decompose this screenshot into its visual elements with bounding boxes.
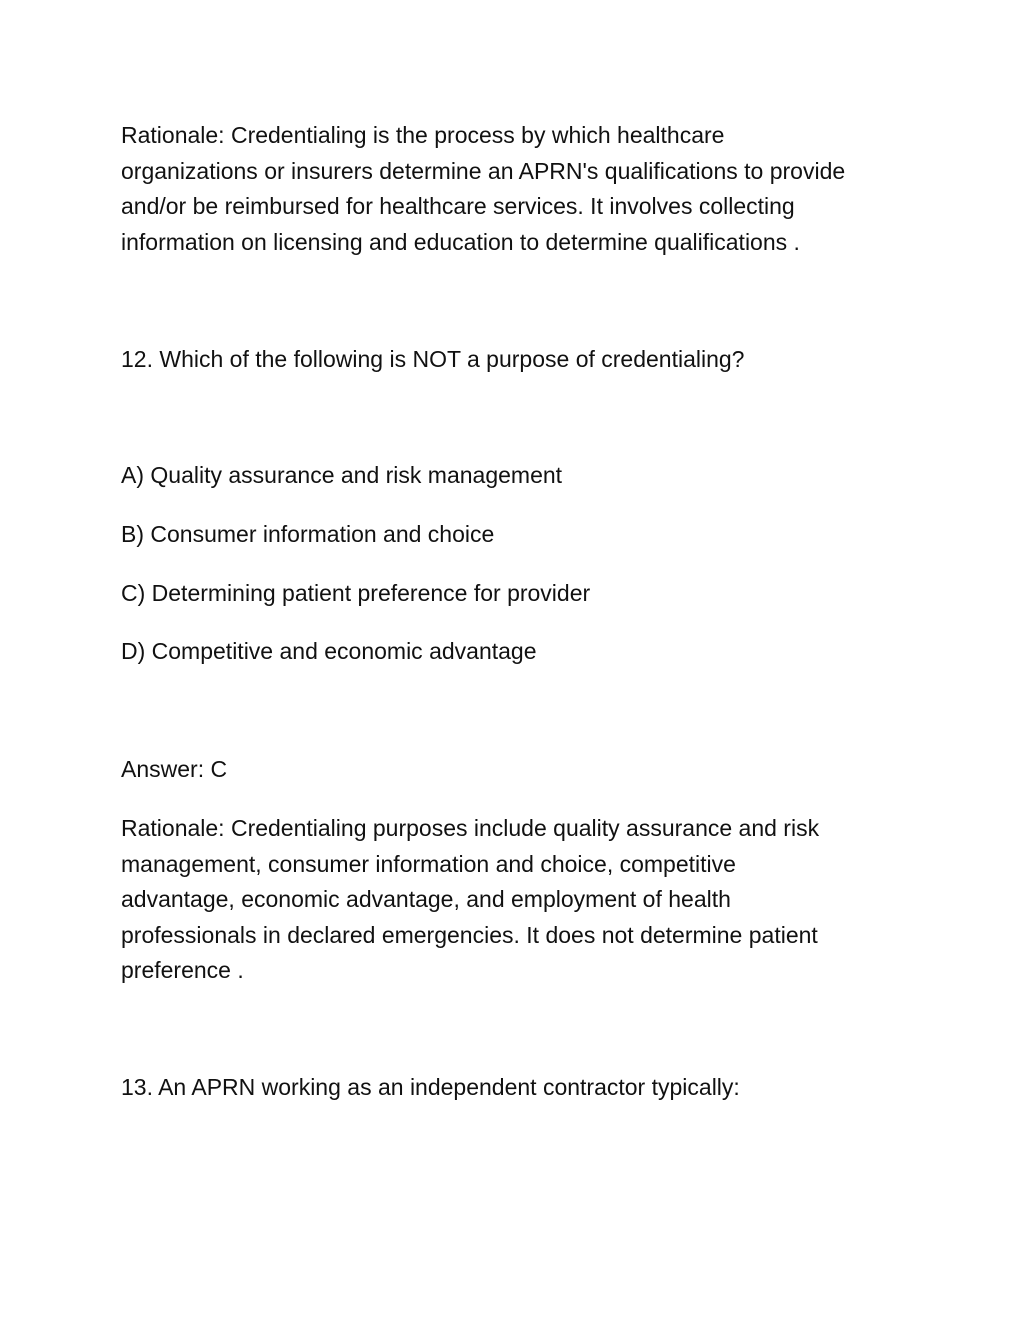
- text-line: information on licensing and education to determine qualifications .: [121, 228, 800, 255]
- answer-option-a: A) Quality assurance and risk management: [121, 462, 563, 488]
- text-line: and/or be reimbursed for healthcare services. It involves collecting: [121, 193, 795, 219]
- answer-option-d: D) Competitive and economic advantage: [121, 638, 537, 664]
- text-line: organizations or insurers determine an APRN's qualifications to provide: [121, 157, 846, 184]
- answer-key: Answer: C: [121, 756, 228, 782]
- question-13-text: 13. An APRN working as an independent contractor typically:: [121, 1074, 740, 1100]
- text-line: professionals in declared emergencies. It does not determine patient: [121, 921, 818, 948]
- rationale-paragraph: [121, 811, 901, 989]
- text-line: preference .: [121, 957, 244, 983]
- text-line: management, consumer information and choice, competitive: [121, 850, 736, 877]
- text-line: Rationale: Credentialing purposes include quality assurance and risk: [121, 815, 820, 841]
- answer-option-b: B) Consumer information and choice: [121, 521, 495, 547]
- text-line: advantage, economic advantage, and employment of health: [121, 886, 731, 912]
- answer-option-c: C) Determining patient preference for provider: [121, 580, 591, 606]
- rationale-paragraph: [121, 118, 901, 260]
- text-line: Rationale: Credentialing is the process by which healthcare: [121, 122, 725, 148]
- question-12-text: 12. Which of the following is NOT a purpose of credentialing?: [121, 346, 745, 372]
